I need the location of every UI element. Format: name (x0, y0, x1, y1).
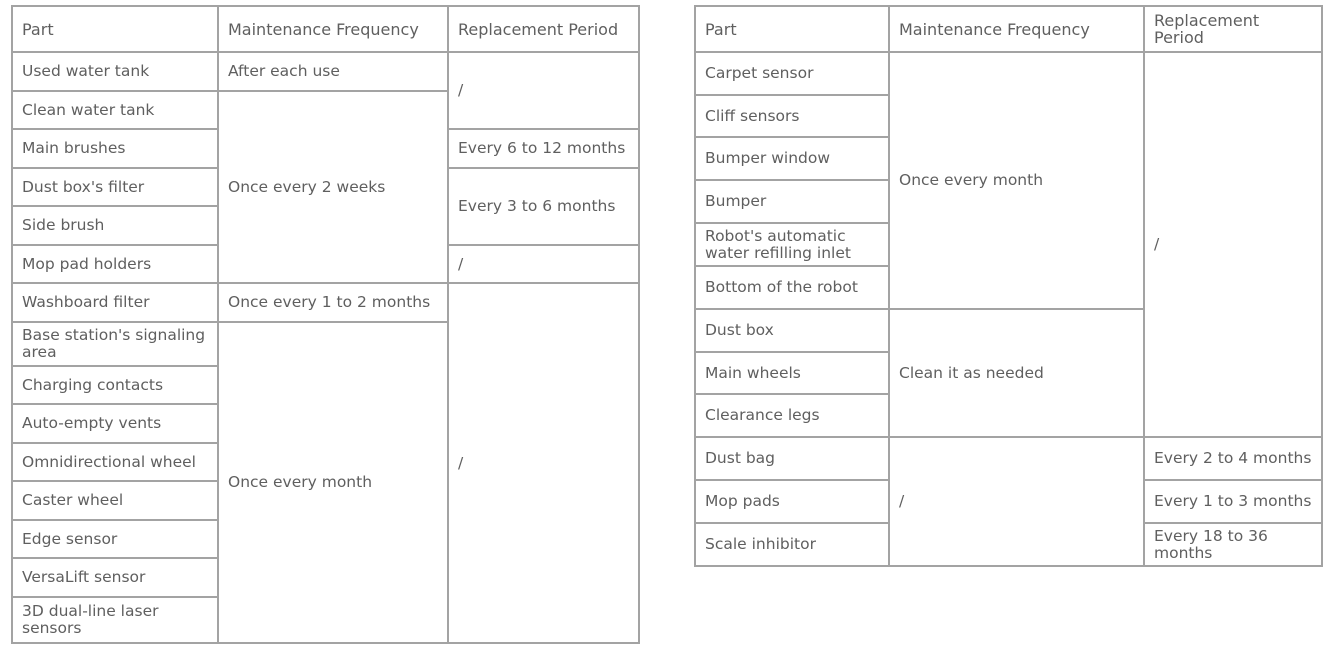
replacement-cell: Every 6 to 12 months (448, 129, 639, 168)
part-cell: Washboard filter (12, 283, 218, 322)
part-cell: Omnidirectional wheel (12, 443, 218, 481)
part-cell: Dust bag (695, 437, 889, 480)
part-cell: VersaLift sensor (12, 558, 218, 597)
part-cell: Main brushes (12, 129, 218, 168)
part-cell: Used water tank (12, 52, 218, 91)
replacement-cell: / (448, 52, 639, 129)
frequency-cell: Once every 2 weeks (218, 91, 448, 283)
table-row (695, 52, 1322, 95)
table-row (695, 437, 1322, 480)
part-cell: Carpet sensor (695, 52, 889, 95)
part-cell: Mop pad holders (12, 245, 218, 283)
part-cell: Bumper window (695, 137, 889, 180)
header-row (695, 6, 1322, 52)
part-cell: Auto-empty vents (12, 404, 218, 443)
frequency-cell: Once every month (218, 322, 448, 643)
maintenance-table-right (694, 5, 1323, 567)
header-maintenance-frequency: Maintenance Frequency (889, 6, 1144, 52)
replacement-cell: Every 1 to 3 months (1144, 480, 1322, 523)
frequency-cell: Once every 1 to 2 months (218, 283, 448, 322)
part-cell: Clearance legs (695, 394, 889, 437)
part-cell: 3D dual-line laser sensors (12, 597, 218, 643)
part-cell: Mop pads (695, 480, 889, 523)
table-row (12, 283, 639, 322)
header-maintenance-frequency: Maintenance Frequency (218, 6, 448, 52)
part-cell: Caster wheel (12, 481, 218, 520)
part-cell: Main wheels (695, 352, 889, 394)
header-part: Part (12, 6, 218, 52)
part-cell: Cliff sensors (695, 95, 889, 137)
part-cell: Charging contacts (12, 366, 218, 404)
frequency-cell: / (889, 437, 1144, 566)
replacement-cell: Every 3 to 6 months (448, 168, 639, 245)
header-replacement-period: Replacement Period (1144, 6, 1322, 52)
part-cell: Bumper (695, 180, 889, 223)
replacement-cell: Every 18 to 36 months (1144, 523, 1322, 566)
part-cell: Base station's signaling area (12, 322, 218, 366)
part-cell: Side brush (12, 206, 218, 245)
replacement-cell: / (448, 283, 639, 643)
frequency-cell: After each use (218, 52, 448, 91)
table-row (12, 52, 639, 91)
frequency-cell: Once every month (889, 52, 1144, 309)
maintenance-table-left (11, 5, 640, 644)
header-replacement-period: Replacement Period (448, 6, 639, 52)
part-cell: Dust box (695, 309, 889, 352)
part-cell: Scale inhibitor (695, 523, 889, 566)
header-part: Part (695, 6, 889, 52)
part-cell: Robot's automatic water refilling inlet (695, 223, 889, 266)
replacement-cell: / (448, 245, 639, 283)
part-cell: Dust box's filter (12, 168, 218, 206)
frequency-cell: Clean it as needed (889, 309, 1144, 437)
header-row (12, 6, 639, 52)
replacement-cell: / (1144, 52, 1322, 437)
part-cell: Bottom of the robot (695, 266, 889, 309)
replacement-cell: Every 2 to 4 months (1144, 437, 1322, 480)
part-cell: Clean water tank (12, 91, 218, 129)
part-cell: Edge sensor (12, 520, 218, 558)
